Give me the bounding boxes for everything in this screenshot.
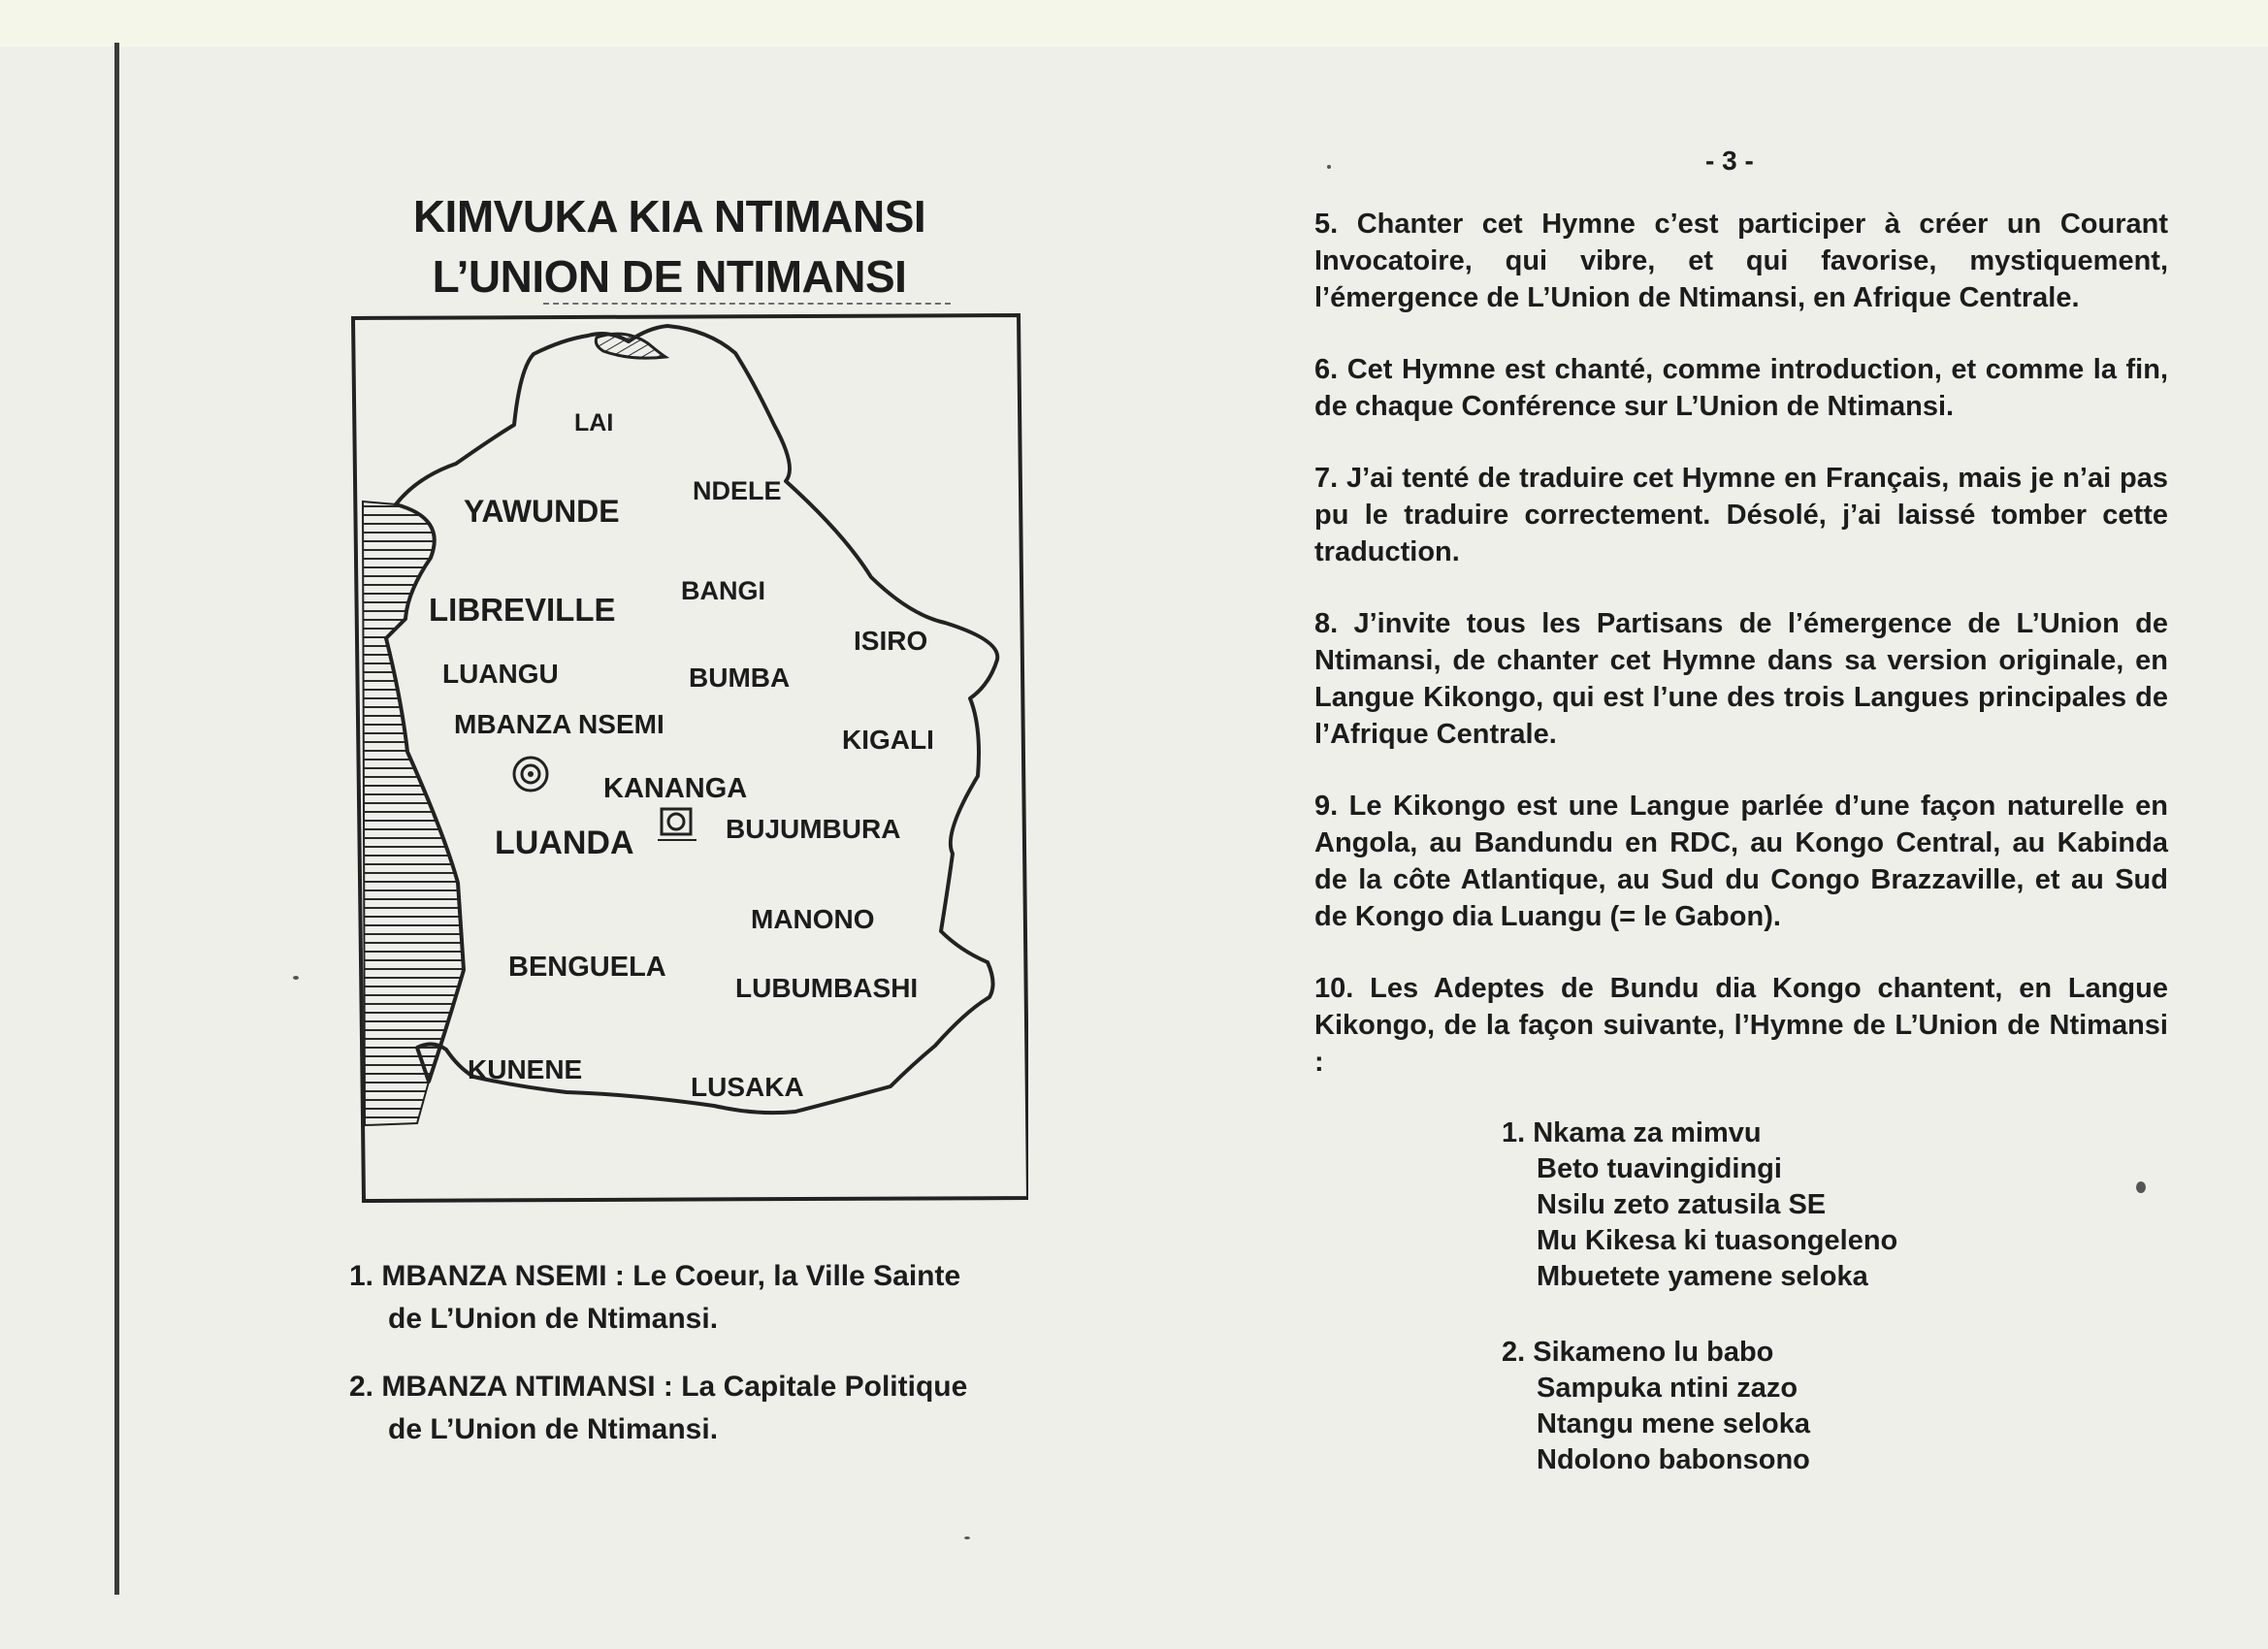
caption-separator: : xyxy=(606,1260,633,1292)
caption-number: 2. xyxy=(349,1371,374,1403)
scan-speck xyxy=(1327,165,1331,169)
place-yawunde: YAWUNDE xyxy=(464,494,620,529)
song-verse-1 xyxy=(1502,1116,1897,1295)
map-svg xyxy=(349,310,1028,1203)
place-manono: MANONO xyxy=(751,904,875,934)
binding-rule xyxy=(114,43,119,1595)
place-bumba: BUMBA xyxy=(689,663,791,693)
scan-top-strip xyxy=(0,0,2268,47)
holy-city-symbol xyxy=(514,758,547,791)
paragraph-10: 10. Les Adeptes de Bundu dia Kongo chantent, en Langue Kikongo, de la façon suivante, l’Hymne de L’Union de Ntimansi : xyxy=(1314,973,2168,1078)
caption-text: La Capitale Politique xyxy=(681,1371,968,1403)
place-bangi: BANGI xyxy=(681,576,765,605)
title-line-2: L’UNION DE NTIMANSI xyxy=(432,251,907,302)
song-line: Beto tuavingidingi xyxy=(1537,1153,1782,1184)
song-verse-2 xyxy=(1502,1335,1810,1478)
caption-2 xyxy=(349,1366,1067,1451)
scan-speck xyxy=(964,1536,970,1539)
paragraph-8: 8. J’invite tous les Partisans de l’émergence de L’Union de Ntimansi, de chanter cet Hymne dans sa version originale, en Langue Kikongo, qui est l’une des trois Langues principales de l’Afrique Centrale. xyxy=(1314,608,2168,750)
place-lai: LAI xyxy=(574,409,614,436)
page-number: - 3 - xyxy=(1705,146,1754,176)
song-line: Sampuka ntini zazo xyxy=(1537,1373,1798,1404)
paragraph-7: 7. J’ai tenté de traduire cet Hymne en Français, mais je n’ai pas pu le traduire correctement. Désolé, j’ai laissé tomber cette traduction. xyxy=(1314,463,2168,567)
caption-term: MBANZA NTIMANSI xyxy=(381,1371,656,1403)
place-mbanza-nsemi: MBANZA NSEMI xyxy=(454,709,664,739)
place-luanda: LUANDA xyxy=(495,824,634,861)
song-line: 2. Sikameno lu babo xyxy=(1502,1337,1774,1368)
caption-text: Le Coeur, la Ville Sainte xyxy=(632,1260,961,1292)
scan-speck xyxy=(293,976,299,980)
title-line-1: KIMVUKA KIA NTIMANSI xyxy=(412,191,926,242)
map-figure xyxy=(349,310,1028,1203)
song-line: 1. Nkama za mimvu xyxy=(1502,1117,1762,1148)
place-lusaka: LUSAKA xyxy=(691,1072,804,1102)
capital-symbol xyxy=(658,809,697,840)
song-line: Ntangu mene seloka xyxy=(1537,1408,1811,1439)
caption-text-continued: de L’Union de Ntimansi. xyxy=(388,1303,719,1335)
place-kunene: KUNENE xyxy=(468,1054,583,1084)
place-ndele: NDELE xyxy=(693,476,782,505)
place-libreville: LIBREVILLE xyxy=(429,592,616,628)
song-line: Mu Kikesa ki tuasongeleno xyxy=(1537,1225,1898,1256)
caption-number: 1. xyxy=(349,1260,374,1292)
map-frame xyxy=(353,315,1028,1201)
place-luangu: LUANGU xyxy=(442,659,559,689)
caption-1 xyxy=(349,1255,1067,1341)
northern-lake xyxy=(596,334,665,358)
scan-speck xyxy=(2136,1181,2146,1193)
paragraph-9: 9. Le Kikongo est une Langue parlée d’une façon naturelle en Angola, au Bandundu en RDC, au Kongo Central, au Kabinda de la côte Atlantique, au Sud du Congo Brazzaville, et au Sud de Kongo dia Luangu (= le Gabon). xyxy=(1314,791,2168,932)
paragraph-5: 5. Chanter cet Hymne c’est participer à créer un Courant Invocatoire, qui vibre, et qui favorise, mystiquement, l’émergence de L’Union de Ntimansi, en Afrique Centrale. xyxy=(1314,209,2168,313)
place-bujumbura: BUJUMBURA xyxy=(726,814,901,844)
song-line: Nsilu zeto zatusila SE xyxy=(1537,1189,1827,1220)
place-kigali: KIGALI xyxy=(842,725,934,755)
place-benguela: BENGUELA xyxy=(508,952,666,983)
title-underline xyxy=(543,303,951,305)
place-kananga: KANANGA xyxy=(603,773,748,804)
paragraph-6: 6. Cet Hymne est chanté, comme introduction, et comme la fin, de chaque Conférence sur L’Union de Ntimansi. xyxy=(1314,354,2168,422)
caption-term: MBANZA NSEMI xyxy=(381,1260,607,1292)
place-lubumbashi: LUBUMBASHI xyxy=(735,973,919,1003)
song-line: Mbuetete yamene seloka xyxy=(1537,1261,1868,1292)
caption-text-continued: de L’Union de Ntimansi. xyxy=(388,1413,719,1445)
song-line: Ndolono babonsono xyxy=(1537,1444,1810,1475)
caption-separator: : xyxy=(655,1371,682,1403)
place-isiro: ISIRO xyxy=(854,626,928,656)
